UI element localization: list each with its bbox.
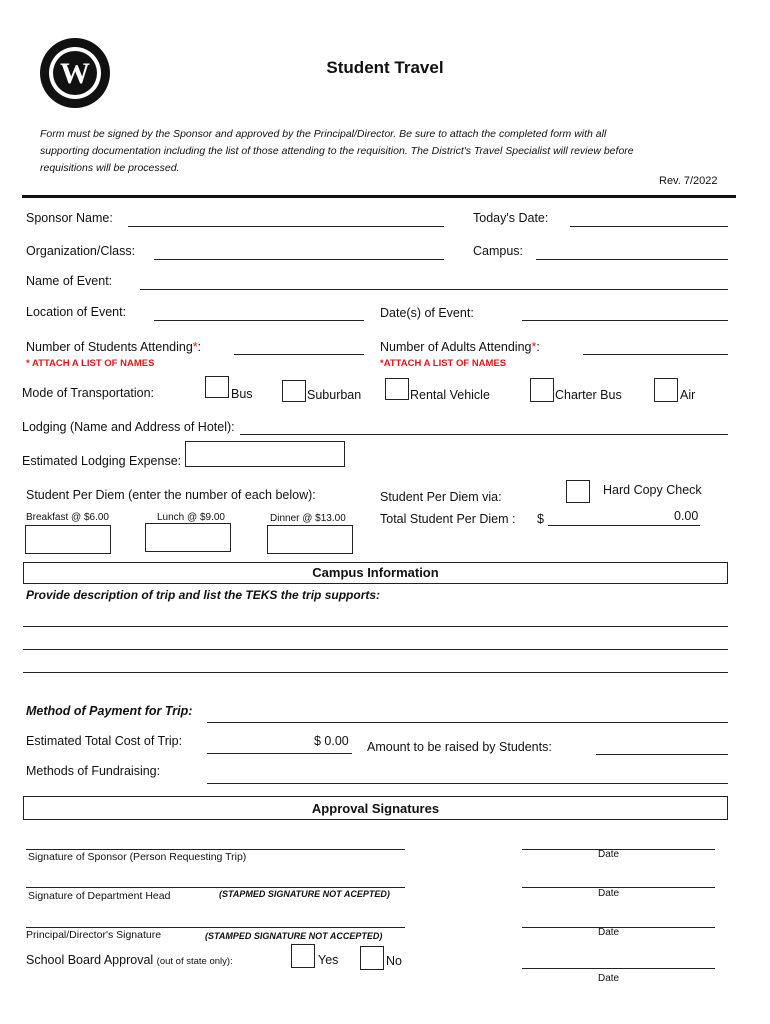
svg-text:W: W <box>60 57 90 90</box>
total-per-diem-value: 0.00 <box>674 509 699 523</box>
students-attending-field[interactable] <box>234 354 364 355</box>
dept-head-stamp-note: (STAPMED SIGNATURE NOT ACEPTED) <box>219 889 390 899</box>
required-asterisk: * <box>192 340 198 354</box>
rental-vehicle-label: Rental Vehicle <box>410 388 490 402</box>
principal-signature-label: Principal/Director's Signature <box>26 929 162 941</box>
event-name-label: Name of Event: <box>26 274 113 288</box>
organization-label: Organization/Class: <box>26 244 136 258</box>
event-dates-label: Date(s) of Event: <box>380 306 474 320</box>
board-no-label: No <box>386 954 402 968</box>
required-asterisk: * <box>531 340 537 354</box>
breakfast-label: Breakfast @ $6.00 <box>26 512 109 523</box>
trip-description-line-2[interactable] <box>23 649 728 650</box>
lodging-field[interactable] <box>240 434 728 435</box>
lodging-label: Lodging (Name and Address of Hotel): <box>22 420 235 434</box>
lodging-expense-label: Estimated Lodging Expense: <box>22 454 182 468</box>
bus-checkbox[interactable] <box>205 376 229 398</box>
students-attach-note: * ATTACH A LIST OF NAMES <box>26 358 155 369</box>
sponsor-name-field[interactable] <box>128 226 444 227</box>
suburban-checkbox[interactable] <box>282 380 306 402</box>
lunch-label: Lunch @ $9.00 <box>157 512 225 523</box>
principal-date-label: Date <box>598 927 620 938</box>
board-yes-label: Yes <box>318 953 339 967</box>
transport-label: Mode of Transportation: <box>22 386 155 400</box>
adults-attach-note: *ATTACH A LIST OF NAMES <box>380 358 507 369</box>
per-diem-label: Student Per Diem (enter the number of each below): <box>26 488 316 502</box>
adults-attending-label <box>380 340 540 354</box>
board-yes-checkbox[interactable] <box>291 944 315 968</box>
sponsor-signature-line[interactable] <box>26 849 405 850</box>
campus-info-heading: Campus Information <box>23 562 728 584</box>
intro-text <box>40 126 634 177</box>
sponsor-signature-label: Signature of Sponsor (Person Requesting Trip) <box>28 851 247 863</box>
intro-line-2: supporting documentation including the list of those attending to the requisition. The District's Travel Specialist will review before <box>40 145 634 157</box>
total-per-diem-label: Total Student Per Diem : <box>380 512 516 526</box>
hard-copy-check-label: Hard Copy Check <box>603 483 702 497</box>
approval-heading: Approval Signatures <box>23 796 728 820</box>
trip-description-prompt: Provide description of trip and list the TEKS the trip supports: <box>26 588 381 602</box>
lunch-count-input[interactable] <box>145 523 231 552</box>
school-board-note: (out of state only): <box>156 956 233 967</box>
air-label: Air <box>680 388 696 402</box>
principal-stamp-note: (STAMPED SIGNATURE NOT ACCEPTED) <box>205 931 383 941</box>
form-title: Student Travel <box>326 58 444 77</box>
sponsor-date-label: Date <box>598 849 620 860</box>
principal-signature-line[interactable] <box>26 927 405 928</box>
revision-label: Rev. 7/2022 <box>659 175 718 187</box>
event-location-label: Location of Event: <box>26 305 127 319</box>
payment-method-field[interactable] <box>207 722 728 723</box>
sponsor-name-label: Sponsor Name: <box>26 211 113 225</box>
trip-description-line-1[interactable] <box>23 626 728 627</box>
event-name-field[interactable] <box>140 289 728 290</box>
fundraising-field[interactable] <box>207 783 728 784</box>
estimated-cost-value: $ 0.00 <box>314 734 349 748</box>
board-no-checkbox[interactable] <box>360 946 384 970</box>
hard-copy-check-checkbox[interactable] <box>566 480 590 503</box>
per-diem-via-label: Student Per Diem via: <box>380 490 502 504</box>
students-attending-label <box>26 340 201 354</box>
raised-by-students-field[interactable] <box>596 754 728 755</box>
adults-attending-field[interactable] <box>583 354 728 355</box>
dinner-label: Dinner @ $13.00 <box>270 513 346 524</box>
currency-symbol: $ <box>537 512 544 526</box>
students-attending-text: Number of Students Attending <box>26 340 193 354</box>
label-colon: : <box>197 340 202 354</box>
intro-line-1: Form must be signed by the Sponsor and approved by the Principal/Director. Be sure to attach the completed form with all <box>40 128 607 140</box>
payment-method-label: Method of Payment for Trip: <box>26 704 193 718</box>
label-colon: : <box>536 340 540 354</box>
bus-label: Bus <box>231 387 253 401</box>
fundraising-label: Methods of Fundraising: <box>26 764 161 778</box>
intro-line-3: requisitions will be processed. <box>40 162 180 174</box>
board-date-line[interactable] <box>522 968 715 969</box>
campus-label: Campus: <box>473 244 524 258</box>
dept-head-signature-label: Signature of Department Head <box>28 890 171 902</box>
event-dates-field[interactable] <box>522 320 728 321</box>
school-board-text: School Board Approval <box>26 953 154 967</box>
rental-vehicle-checkbox[interactable] <box>385 378 409 400</box>
board-date-label: Date <box>598 973 620 984</box>
air-checkbox[interactable] <box>654 378 678 402</box>
trip-description-line-3[interactable] <box>23 672 728 673</box>
breakfast-count-input[interactable] <box>25 525 111 554</box>
adults-attending-text: Number of Adults Attending <box>380 340 532 354</box>
total-per-diem-field <box>548 525 700 526</box>
dept-head-date-label: Date <box>598 888 620 899</box>
raised-by-students-label: Amount to be raised by Students: <box>367 740 552 754</box>
estimated-cost-field <box>207 753 352 754</box>
school-board-approval-label <box>26 953 233 967</box>
todays-date-label: Today's Date: <box>473 211 549 225</box>
suburban-label: Suburban <box>307 388 362 402</box>
lodging-expense-input[interactable] <box>185 441 345 467</box>
charter-bus-checkbox[interactable] <box>530 378 554 402</box>
event-location-field[interactable] <box>154 320 364 321</box>
organization-field[interactable] <box>154 259 444 260</box>
header-divider <box>22 195 736 198</box>
campus-field[interactable] <box>536 259 728 260</box>
dept-head-signature-line[interactable] <box>26 887 405 888</box>
dinner-count-input[interactable] <box>267 525 353 554</box>
charter-bus-label: Charter Bus <box>555 388 622 402</box>
estimated-cost-label: Estimated Total Cost of Trip: <box>26 734 183 748</box>
todays-date-field[interactable] <box>570 226 728 227</box>
